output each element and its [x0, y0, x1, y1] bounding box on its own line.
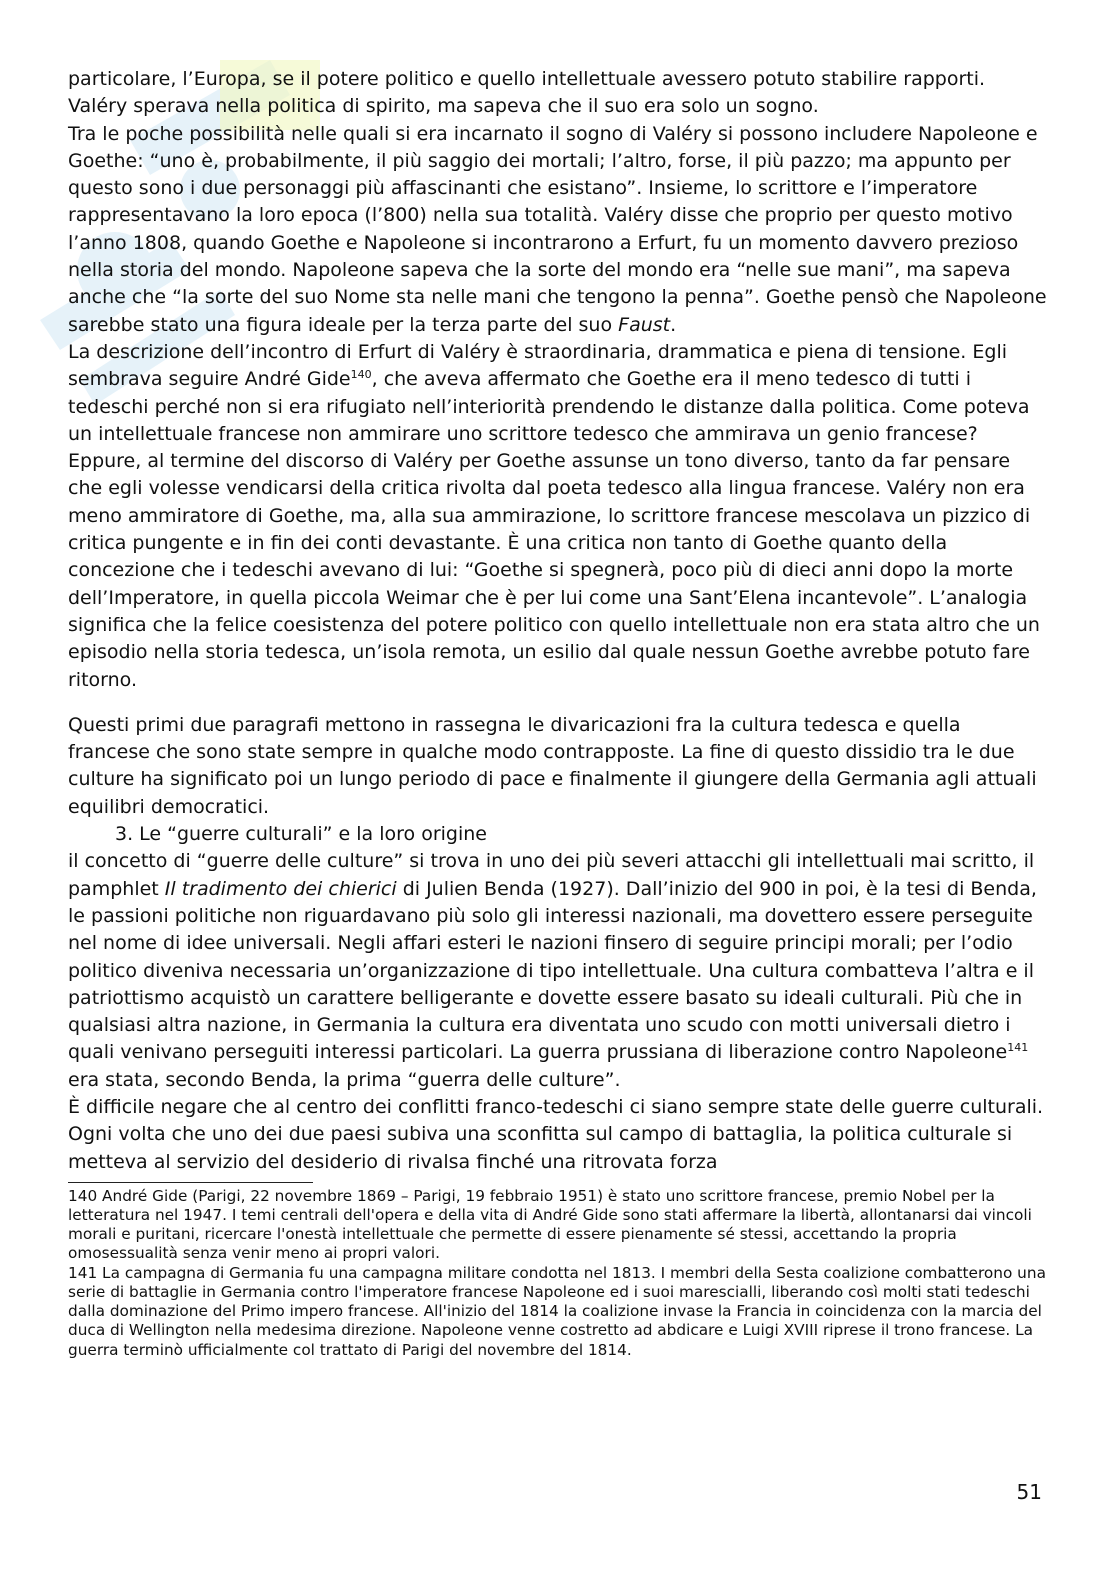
paragraph: particolare, l’Europa, se il potere politico e quello intellettuale avessero potuto stabilire rapporti. Valéry sperava nella politica di spirito, ma sapeva che il suo era solo un sogno. — [68, 68, 986, 118]
paragraph: Eppure, al termine del discorso di Valéry per Goethe assunse un tono diverso, tanto da far pensare che egli volesse vendicarsi della critica rivolta dal poeta tedesco alla lingua francese. Valéry non era meno ammiratore di Goethe, ma, alla sua ammirazione, lo scrittore francese mescolava un pizzico di critica pungente e in fin dei conti devastante. È una critica non tanto di Goethe quanto della concezione che i tedeschi avevano di lui: “Goethe si spegnerà, poco più di dieci anni dopo la morte dell’Imperatore, in quella piccola Weimar che è per lui come una Sant’Elena incantevole”. L’analogia significa che la felice coesistenza del potere politico con quello intellettuale non era stata altro che un episodio nella storia tedesca, un’isola remota, un esilio dal quale nessun Goethe avrebbe potuto fare ritorno. — [68, 450, 1040, 691]
italic-title: Faust — [618, 313, 671, 336]
footnote-ref[interactable]: 141 — [1007, 1041, 1029, 1055]
document-page — [68, 66, 1048, 1360]
paragraph: il concetto di “guerre delle culture” si trova in uno dei più severi attacchi gli intellettuali mai scritto, il pamphlet Il tradimento dei chierici di Julien Benda (1927). Dall’inizio del 900 in poi, è la tesi di Benda, le passioni politiche non riguardavano più solo gli interessi nazionali, ma dovettero essere perseguite nel nome di idee universali. Negli affari esteri le nazioni finsero di seguire principi morali; per l’odio politico diveniva necessaria un’organizzazione di tipo intellettuale. Una cultura combatteva l’altra e il patriottismo acquistò un carattere belligerante e dovette essere basato su ideali culturali. Più che in qualsiasi altra nazione, in Germania la cultura era diventata uno scudo con motti universali dietro i quali venivano perseguiti interessi particolari. La guerra prussiana di liberazione contro Napoleone$^{141}$ era stata, secondo Benda, la prima “guerra delle culture”. — [68, 850, 1037, 1091]
footnote-ref[interactable]: 140 — [350, 368, 372, 382]
page-number: 51 — [1016, 1480, 1042, 1504]
paragraph: La descrizione dell’incontro di Erfurt di Valéry è straordinaria, drammatica e piena di tensione. Egli sembrava seguire André Gide$^{140}$, che aveva affermato che Goethe era il meno tedesco di tutti i tedeschi perché non si era rifugiato nell’interiorità prendendo le distanze dalla politica. Come poteva un intellettuale francese non ammirare uno scrittore tedesco che ammirava un genio francese? — [68, 340, 1030, 445]
paragraph: Questi primi due paragrafi mettono in rassegna le divaricazioni fra la cultura tedesca e quella francese che sono state sempre in qualche modo contrapposte. La fine di questo dissidio tra le due culture ha significato poi un lungo periodo di pace e finalmente il giungere della Germania agli attuali equilibri democratici. — [68, 713, 1037, 818]
footnote: 141 La campagna di Germania fu una campagna militare condotta nel 1813. I membri della Sesta coalizione combatterono una serie di battaglie in Germania contro l'imperatore francese Napoleone ed i suoi marescialli, liberando così molti stati tedeschi dalla dominazione del Primo impero francese. All'inizio del 1814 la coalizione invase la Francia in coincidenza con la marcia del duca di Wellington nella medesima direzione. Napoleone venne costretto ad abdicare e Luigi XVIII riprese il trono francese. La guerra terminò ufficialmente col trattato di Parigi del novembre del 1814. — [68, 1263, 1046, 1359]
body-text — [68, 66, 1048, 1176]
footnote-divider — [68, 1182, 313, 1183]
footnote: 140 André Gide (Parigi, 22 novembre 1869 – Parigi, 19 febbraio 1951) è stato uno scrittore francese, premio Nobel per la letteratura nel 1947. I temi centrali dell'opera e della vita di André Gide sono stati affermare la libertà, allontanarsi dai vincoli morali e puritani, ricercare l'onestà intellettuale che permette di essere pienamente sé stessi, accettando la propria omosessualità senza venir meno ai propri valori. — [68, 1186, 1032, 1263]
footnotes — [68, 1187, 1048, 1360]
italic-title: Il tradimento dei chierici — [164, 877, 397, 900]
paragraph: Tra le poche possibilità nelle quali si era incarnato il sogno di Valéry si possono includere Napoleone e Goethe: “uno è, probabilmente, il più saggio dei mortali; l’altro, forse, il più pazzo; ma appunto per questo sono i due personaggi più affascinanti che esistano”. Insieme, lo scrittore e l’imperatore rappresentavano la loro epoca (l’800) nella sua totalità. Valéry disse che proprio per questo motivo l’anno 1808, quando Goethe e Napoleone si incontrarono a Erfurt, fu un momento davvero prezioso nella storia del mondo. Napoleone sapeva che la sorte del mondo era “nelle sue mani”, ma sapeva anche che “la sorte del suo Nome sta nelle mani che tengono la penna”. Goethe pensò che Napoleone sarebbe stato una figura ideale per la terza parte del suo Faust. — [68, 122, 1047, 336]
section-heading: 3. Le “guerre culturali” e la loro origine — [115, 823, 487, 846]
paragraph: È difficile negare che al centro dei conflitti franco-tedeschi ci siano sempre state delle guerre culturali. Ogni volta che uno dei due paesi subiva una sconfitta sul campo di battaglia, la politica culturale si metteva al servizio del desiderio di rivalsa finché una ritrovata forza — [68, 1095, 1044, 1173]
